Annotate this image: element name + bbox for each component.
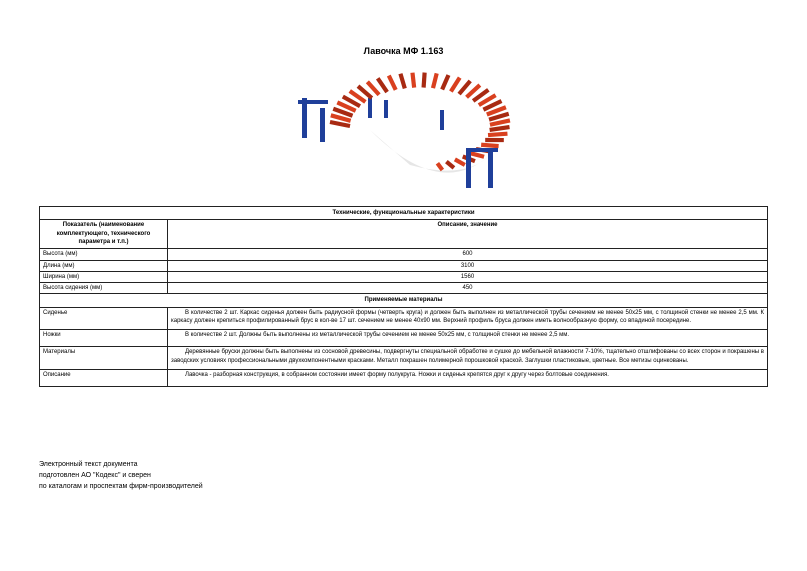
value-cell: В количестве 2 шт. Должны быть выполнены из металлической трубы сечением не менее 50х25 мм, с толщиной стенки не менее 2,5 мм. xyxy=(168,330,768,347)
bench-slat xyxy=(367,82,379,95)
materials-section-title: Применяемые материалы xyxy=(40,294,768,307)
bench-slat xyxy=(442,75,448,89)
bench-slat xyxy=(490,127,510,130)
table-row xyxy=(40,307,768,330)
column-header-param: Показатель (наименование комплектующего, технического параметра и т.п.) xyxy=(40,220,168,249)
bench-slat xyxy=(424,73,425,88)
column-header-row xyxy=(40,220,768,249)
value-cell: В количестве 2 шт. Каркас сиденья должен быть радиусной формы (четверть круга) и должен быть выполнен из металлической трубы сечением не менее 50х25 мм, с толщиной стенки не менее 2,5 мм. К каркасу должен крепиться профилированный брус в кол-ве 17 шт. сечением не менее 40х90 мм. Верхний профиль бруса должен иметь волнообразную форму, со впадиной посередине. xyxy=(168,307,768,330)
bench-slat xyxy=(451,78,460,92)
bench-leg xyxy=(320,108,325,142)
bench-slat xyxy=(488,134,507,135)
value-cell: 450 xyxy=(168,283,768,294)
table-row xyxy=(40,271,768,282)
bench-frame xyxy=(468,148,498,152)
materials-section-header-row xyxy=(40,294,768,307)
footer-note xyxy=(39,459,203,492)
param-cell: Ширина (мм) xyxy=(40,271,168,282)
bench-slat xyxy=(481,145,498,146)
column-header-value: Описание, значение xyxy=(168,220,768,249)
page-title: Лавочка МФ 1.163 xyxy=(363,46,444,56)
bench-slat xyxy=(400,74,404,89)
param-cell: Высота сидения (мм) xyxy=(40,283,168,294)
spec-table xyxy=(39,206,768,387)
bench-slat xyxy=(437,163,442,170)
table-row xyxy=(40,249,768,260)
param-cell: Высота (мм) xyxy=(40,249,168,260)
bench-leg xyxy=(368,98,372,118)
value-cell: 600 xyxy=(168,249,768,260)
bench-slat xyxy=(470,153,484,157)
bench-leg xyxy=(466,148,471,188)
param-cell: Материалы xyxy=(40,347,168,370)
tech-section-header-row xyxy=(40,207,768,220)
footer-line: подготовлен АО "Кодекс" и сверен xyxy=(39,472,151,479)
value-cell: Деревянные бруски должны быть выполнены из сосновой древесины, подвергнуты специальной обработке и сушке до мебельной влажности 7-10%, тщательно отшлифованы со всех сторон и покрашены в заводских условиях профессиональными двухкомпонентными красками. Металл покрашен полимерной порошковой краской. Заглушки пластиковые, цветные. Все метизы оцинкованы. xyxy=(168,347,768,370)
bench-leg xyxy=(440,110,444,130)
bench-drawing xyxy=(290,70,530,190)
bench-frame xyxy=(298,100,328,104)
bench-slat xyxy=(455,159,465,165)
footer-line: по каталогам и проспектам фирм-производителей xyxy=(39,483,203,490)
bench-slat xyxy=(446,162,454,168)
bench-slat xyxy=(433,73,437,88)
footer-line: Электронный текст документа xyxy=(39,461,138,468)
bench-slat xyxy=(378,78,387,92)
value-cell: 1560 xyxy=(168,271,768,282)
table-row xyxy=(40,330,768,347)
bench-slat xyxy=(389,76,396,90)
param-cell: Описание xyxy=(40,369,168,386)
bench-slat xyxy=(490,120,510,124)
param-cell: Сиденье xyxy=(40,307,168,330)
value-cell: 3100 xyxy=(168,260,768,271)
bench-leg xyxy=(488,152,493,188)
table-row xyxy=(40,260,768,271)
table-row xyxy=(40,347,768,370)
tech-section-title: Технические, функциональные характеристики xyxy=(40,207,768,220)
bench-slat xyxy=(412,73,414,88)
bench-slat xyxy=(330,122,350,126)
value-cell: Лавочка - разборная конструкция, в собранном состоянии имеет форму полукруга. Ножки и сиденья крепятся друг к другу через болтовые соединения. xyxy=(168,369,768,386)
table-row xyxy=(40,369,768,386)
bench-illustration xyxy=(290,70,530,190)
bench-leg xyxy=(384,100,388,118)
table-row xyxy=(40,283,768,294)
param-cell: Ножки xyxy=(40,330,168,347)
param-cell: Длина (мм) xyxy=(40,260,168,271)
bench-slat xyxy=(459,81,470,94)
